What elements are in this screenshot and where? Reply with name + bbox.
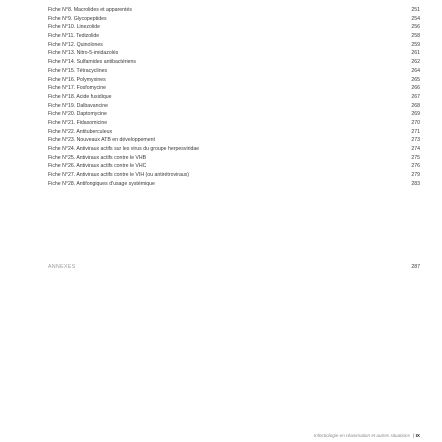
toc-entry-title: Fiche N°25. Antiviraux actifs contre le VHB: [48, 154, 147, 161]
toc-entry-title: Fiche N°17. Fosfomycine: [48, 85, 107, 92]
page-number: IX: [415, 433, 420, 438]
toc-entry-page: 261: [411, 50, 420, 57]
toc-entry-page: 262: [411, 59, 420, 66]
toc-entry-page: 270: [411, 119, 420, 126]
toc-entry-page: 264: [411, 67, 420, 74]
toc-entry-title: Fiche N°13. Nitro-5-imidazolés: [48, 50, 119, 57]
toc-entry-page: 267: [411, 93, 420, 100]
toc-entry-title: Fiche N°21. Fidaxomicine: [48, 119, 108, 126]
toc-entry: [48, 76, 420, 85]
page-footer: [314, 432, 420, 440]
toc-entry: [48, 15, 420, 24]
toc-entry-title: Fiche N°9. Glycopeptides: [48, 15, 107, 22]
toc-entry: [48, 6, 420, 15]
toc-entry: [48, 23, 420, 32]
running-title: Infectiologie en réanimation et autres situations: [313, 433, 410, 438]
toc-entry-page: 254: [411, 15, 420, 22]
toc-annex-row: [48, 263, 420, 272]
toc-entry: [48, 180, 420, 189]
toc-entry: [48, 145, 420, 154]
toc-entry: [48, 102, 420, 111]
toc-entry-title: Fiche N°28. Antifongiques d'usage systémique: [48, 180, 155, 187]
toc-entry-title: Fiche N°10. Linezolide: [48, 24, 100, 31]
toc-entry: [48, 41, 420, 50]
toc-entry-page: 276: [411, 163, 420, 170]
toc-entry-title: Fiche N°24. Antiviraux actifs sur les virus du groupe herpesviridae: [48, 146, 200, 152]
toc-entry-title: Fiche N°11. Tedizolide: [48, 33, 100, 40]
toc-entry-title: Fiche N°8. Macrolides et apparentés: [48, 7, 132, 13]
toc-entry-title: Fiche N°20. Daptomycine: [48, 111, 107, 118]
toc-entry: [48, 162, 420, 171]
toc-entry-title: Fiche N°16. Polymyxines: [48, 76, 106, 83]
toc-entry: [48, 171, 420, 180]
toc-entry: [48, 93, 420, 102]
toc-entry-page: 259: [411, 41, 420, 48]
toc-entry: [48, 58, 420, 67]
toc-entry-title: Fiche N°19. Dalbavancine: [48, 102, 109, 109]
toc-entry: [48, 154, 420, 163]
toc-entry-page: 268: [411, 102, 420, 109]
toc-entry-title: Fiche N°23. Nouveaux ATB en développement: [48, 137, 155, 144]
toc-entry-page: 266: [411, 85, 420, 92]
footer-separator: |: [413, 433, 415, 438]
toc-entry: [48, 128, 420, 137]
toc-entry-page: 251: [411, 7, 420, 13]
toc-entry-page: 275: [411, 154, 420, 161]
toc-entry-page: 271: [411, 128, 420, 135]
toc-entry: [48, 110, 420, 119]
toc-annex-page: 287: [411, 264, 420, 270]
toc-entry-title: Fiche N°18. Acide fusidique: [48, 93, 112, 100]
toc-entry: [48, 136, 420, 145]
toc-entry: [48, 84, 420, 93]
toc-entry-page: 269: [411, 111, 420, 118]
toc-entry-page: 273: [411, 137, 420, 144]
toc-entry-page: 283: [411, 180, 420, 187]
toc-entry-title: Fiche N°27. Antiviraux actifs contre le VIH (ou antirétroviraux): [48, 172, 190, 179]
toc-entry-page: 265: [411, 76, 420, 83]
toc-entry-page: 274: [411, 146, 420, 152]
toc-entry-title: Fiche N°15. Tétracyclines: [48, 67, 108, 74]
toc-entry: [48, 49, 420, 58]
toc-entry-page: 256: [411, 24, 420, 31]
toc-entry: [48, 119, 420, 128]
toc-entry: [48, 67, 420, 76]
toc-entry-title: Fiche N°22. Antituberculeux: [48, 128, 113, 135]
toc-annex-title: ANNEXES: [48, 264, 76, 270]
toc-entry-page: 258: [411, 33, 420, 40]
toc-entry-title: Fiche N°12. Quinolones: [48, 41, 103, 48]
toc-entry: [48, 32, 420, 41]
table-of-contents: [48, 6, 420, 188]
toc-entry-title: Fiche N°14. Sulfamides antibactériens: [48, 59, 137, 66]
toc-entry-page: 279: [411, 172, 420, 179]
toc-entry-title: Fiche N°26. Antiviraux actifs contre le VHC: [48, 163, 147, 170]
